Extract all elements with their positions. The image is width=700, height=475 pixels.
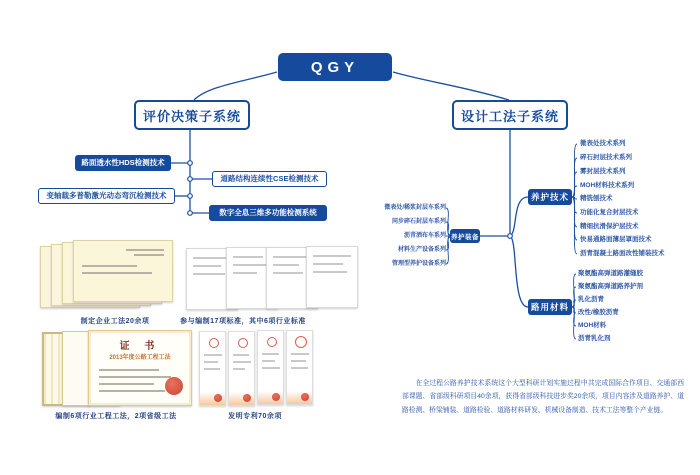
patent-certificate [286,330,313,405]
decorative-text-line [273,256,307,258]
decorative-text-line [204,354,222,356]
certificate-group-enterprise-methods [40,240,180,310]
decorative-text-line [291,353,309,355]
equipment-item: 材料生产设备系列 [397,247,446,253]
decorative-text-line [193,257,229,259]
caption-patents: 发明专利70余项 [228,413,282,420]
decorative-text-line [204,368,220,370]
technology-item: 微表处技术系列 [580,140,626,147]
left-subsystem-title: 评价决策子系统 [134,100,250,130]
technology-item: 雾封层技术系列 [580,168,626,175]
red-seal [165,377,183,395]
decorative-text-line [82,272,152,274]
patent-certificate [199,331,226,406]
decorative-text-line [262,367,280,369]
equipment-node: 养护装备 [450,229,480,243]
decorative-text-line [193,265,221,267]
caption-standards: 参与编制17项标准，其中6项行业标准 [180,318,306,325]
description-paragraph: 在全过程公路养护技术系统这个大型科研计划实施过程中共完成国际合作项目、交通部西部课题、省部级科研项目40余项，获得省部级科技进步奖20余项，项目内容涉及道路养护、道路检测、桥梁铺装、道路检验、道路材料研发、机械设备制造、技术工法等整个产业链。 [402,380,684,414]
root-node-qgy: QGY [278,53,392,81]
decorative-text-line [291,367,308,369]
red-seal [214,394,222,402]
main-certificate [88,330,192,406]
material-item: MOH材料 [578,322,607,329]
technology-item: 精铣刨技术 [580,195,613,202]
equipment-item: 管理型养护设备系列 [391,261,446,267]
decorative-text-line [291,360,306,362]
red-seal [243,394,251,402]
decorative-text-line [233,264,269,266]
equipment-item: 微表处/稀浆封层车系列 [384,205,446,211]
caption-method-certificate: 编制6项行业工程工法，2项省级工法 [55,413,177,420]
red-seal [238,338,248,348]
certificate-sheet [73,240,173,302]
technology-node: 养护技术 [528,189,572,205]
detection-box-cse: 道路结构连续性CSE检测技术 [212,171,327,187]
technology-item: MOH材料技术系列 [580,182,635,189]
red-seal [267,337,277,347]
technology-item: 功能化复合封层技术 [580,209,639,216]
technology-item: 精细抗滑保护层技术 [580,223,639,230]
decorative-text-line [233,272,257,274]
decorative-text-line [313,271,347,273]
detection-box-hds: 路面透水性HDS检测技术 [75,155,171,171]
detection-box-holography: 数字全息三维多功能检测系统 [209,205,327,221]
certificate-subtitle: 2013年度公路工程工法 [109,355,171,361]
technology-item: 沥青混凝土路面改性铺装技术 [580,250,665,257]
material-item: 乳化沥青 [578,296,604,303]
decorative-text-line [233,368,245,370]
patent-certificate [257,330,284,405]
material-item: 改性/橡胶沥青 [578,309,619,316]
caption-enterprise-methods: 制定企业工法20余项 [80,318,150,325]
material-item: 聚氨酯高弹道路灌缝胶 [578,270,643,277]
certificate-group-standards [186,246,361,311]
decorative-text-line [99,369,159,371]
decorative-text-line [273,272,303,274]
technology-item: 碎石封层技术系列 [580,154,632,161]
detection-box-doppler: 变轴载多普勒激光动态弯沉检测技术 [38,188,175,204]
decorative-text-line [233,361,251,363]
decorative-text-line [262,353,279,355]
material-item: 沥青乳化剂 [578,335,611,342]
material-item: 聚氨酯高弹道路养护剂 [578,283,643,290]
red-seal [295,336,307,348]
decorative-text-line [99,376,171,378]
decorative-text-line [99,390,165,392]
patent-certificate [228,331,255,406]
equipment-item: 沥青洒布车系列 [403,233,446,239]
decorative-text-line [82,265,137,267]
equipment-item: 同步碎石封层车系列 [391,219,446,225]
certificate-group-method-certificate [42,330,194,408]
decorative-text-line [313,263,343,265]
right-subsystem-title: 设计工法子系统 [452,100,568,130]
decorative-text-line [262,360,275,362]
red-seal [272,393,280,401]
materials-node: 路用材料 [528,299,572,315]
decorative-text-line [126,249,164,251]
technology-item: 快易通路面薄层罩面技术 [580,236,652,243]
certificate-sheet [306,246,358,308]
certificate-group-patents [199,330,315,407]
decorative-text-line [233,354,249,356]
decorative-text-line [99,383,154,385]
certificate-title: 证 书 [119,341,161,352]
decorative-text-line [193,273,225,275]
decorative-text-line [233,256,263,258]
red-seal [209,338,219,348]
decorative-text-line [313,255,351,257]
red-seal [301,393,309,401]
decorative-text-line [273,264,299,266]
decorative-text-line [204,361,218,363]
decorative-text-line [134,254,164,256]
